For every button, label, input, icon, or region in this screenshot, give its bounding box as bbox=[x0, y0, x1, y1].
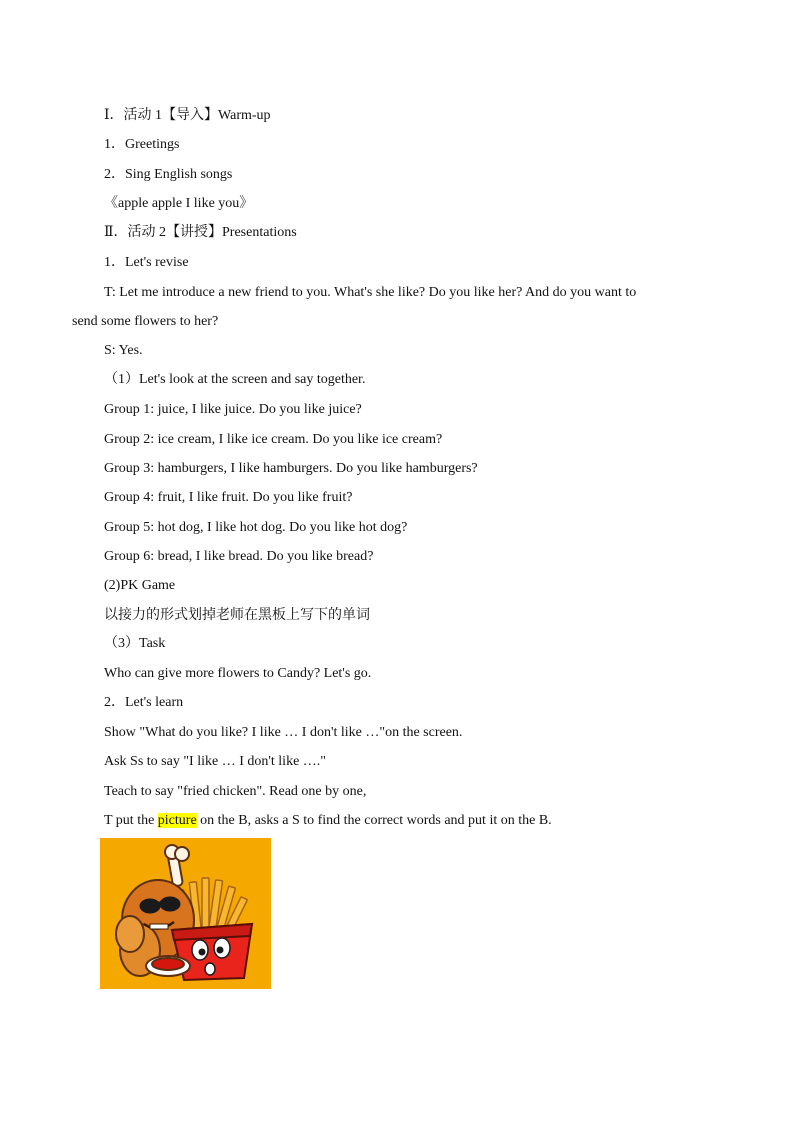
song-title: 《apple apple I like you》 bbox=[104, 196, 254, 211]
text-line: 2．Let's learn bbox=[104, 695, 184, 710]
section-1-heading: Ⅰ．活动 1【导入】Warm-up bbox=[104, 108, 271, 123]
text-line-with-highlight bbox=[104, 811, 552, 831]
text-line: Group 5: hot dog, I like hot dog. Do you like hot dog? bbox=[104, 520, 408, 535]
text-line: 1．Greetings bbox=[104, 137, 180, 152]
highlighted-word: picture bbox=[157, 813, 197, 828]
text-line: Group 6: bread, I like bread. Do you like bread? bbox=[104, 549, 374, 564]
text-line: Ask Ss to say "I like … I don't like …." bbox=[104, 754, 326, 769]
fried-chicken-fries-image bbox=[100, 838, 271, 989]
text-segment: on the B, asks a S to find the correct words and put it on the B. bbox=[196, 813, 552, 828]
text-line: (2)PK Game bbox=[104, 578, 176, 593]
text-line: send some flowers to her? bbox=[72, 314, 219, 329]
text-line: Who can give more flowers to Candy? Let's go. bbox=[104, 666, 372, 681]
text-line: T: Let me introduce a new friend to you. What's she like? Do you like her? And do you want to bbox=[104, 285, 637, 300]
text-line: （3）Task bbox=[104, 636, 166, 651]
text-line: Group 4: fruit, I like fruit. Do you like fruit? bbox=[104, 490, 353, 505]
text-line: 1．Let's revise bbox=[104, 255, 189, 270]
text-line: Group 1: juice, I like juice. Do you like juice? bbox=[104, 402, 362, 417]
text-line: S: Yes. bbox=[104, 343, 143, 358]
text-line: Group 2: ice cream, I like ice cream. Do you like ice cream? bbox=[104, 432, 443, 447]
text-line: Teach to say "fried chicken". Read one by one, bbox=[104, 784, 367, 799]
food-illustration bbox=[100, 838, 271, 989]
text-line: 2．Sing English songs bbox=[104, 167, 233, 182]
text-segment: T put the bbox=[104, 813, 158, 828]
chinese-instruction: 以接力的形式划掉老师在黑板上写下的单词 bbox=[104, 607, 370, 623]
text-line: （1）Let's look at the screen and say together. bbox=[104, 372, 366, 387]
section-2-heading: Ⅱ．活动 2【讲授】Presentations bbox=[104, 225, 297, 240]
text-line: Group 3: hamburgers, I like hamburgers. Do you like hamburgers? bbox=[104, 461, 478, 476]
text-line: Show "What do you like? I like … I don't like …"on the screen. bbox=[104, 725, 463, 740]
